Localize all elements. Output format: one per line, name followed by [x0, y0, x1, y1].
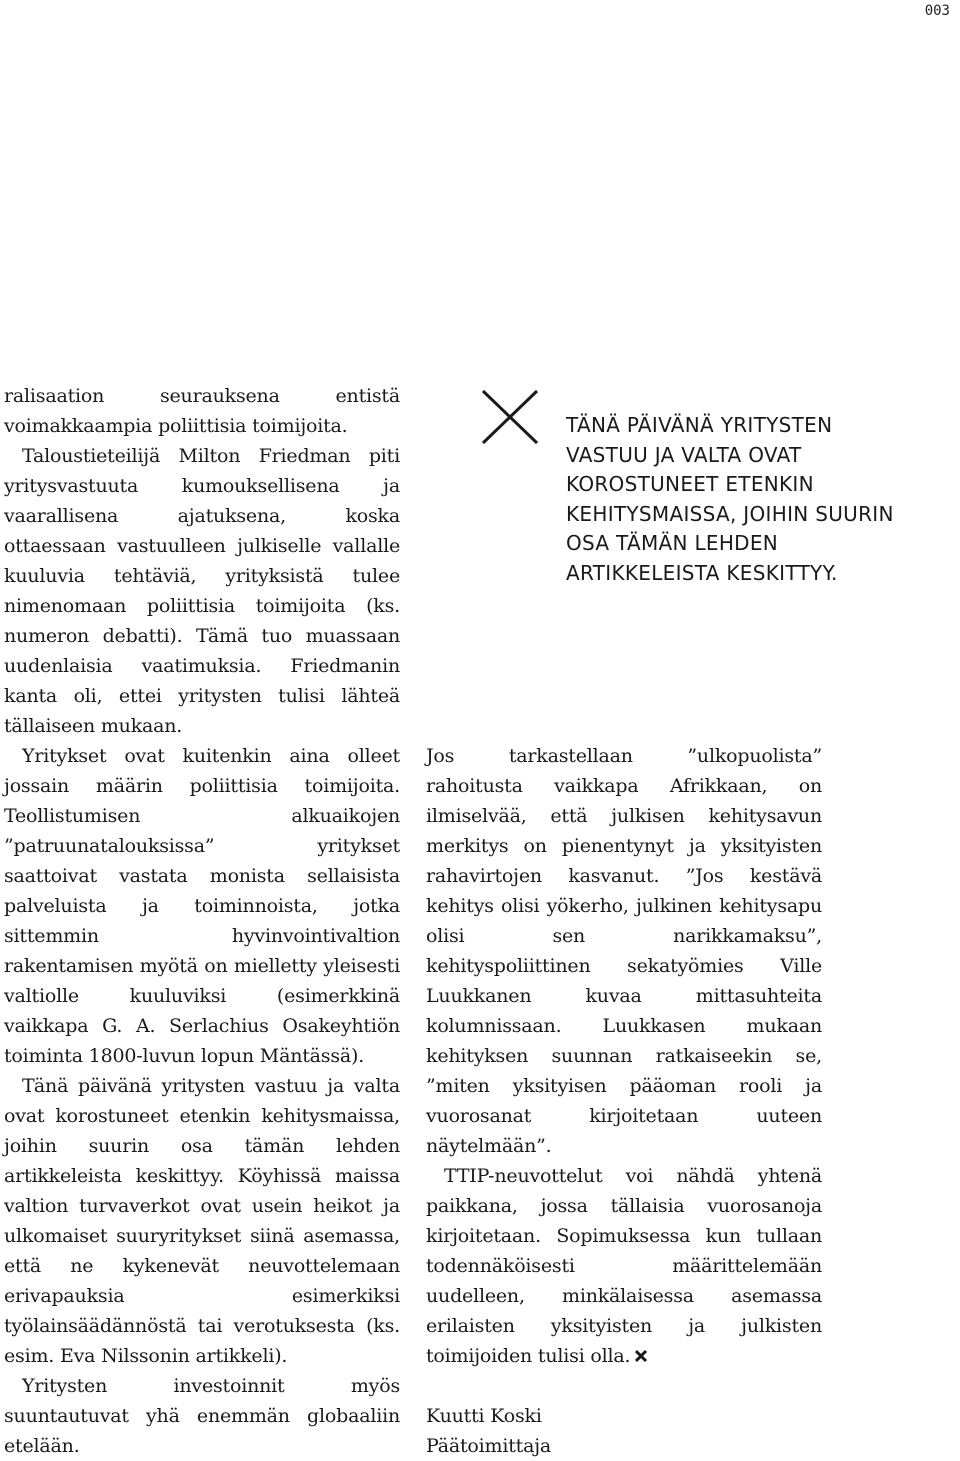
paragraph-text: TTIP-neuvottelut voi nähdä yhtenä paikkana, jossa tällaisia vuorosanoja kirjoitetaan. Sopimuksessa kun tullaan todennäköisesti määrittelemään uudelleen, minkälaisessa asemassa erilaisten yksityisten ja julkisten toimijoiden tulisi olla. [426, 1165, 822, 1367]
article-column-right [426, 741, 822, 1461]
author-title: Päätoimittaja [426, 1435, 552, 1457]
paragraph: Taloustieteilijä Milton Friedman piti yritysvastuuta kumouksellisena ja vaarallisena ajatuksena, koska ottaessaan vastuulleen julkiselle vallalle kuuluvia tehtäviä, yrityksistä tulee nimenomaan poliittisia toimijoita (ks. numeron debatti). Tämä tuo muassaan uudenlaisia vaatimuksia. Friedmanin kanta oli, ettei yritysten tulisi lähteä tällaiseen mukaan. [4, 445, 400, 737]
paragraph: Jos tarkastellaan ”ulkopuolista” rahoitusta vaikkapa Afrikkaan, on ilmiselvää, että julkisen kehitysavun merkitys on pienentynyt ja yksityisten rahavirtojen kasvanut. ”Jos kestävä kehitys olisi yökerho, julkinen kehitysapu olisi sen narikkamaksu”, kehityspoliittinen sekatyömies Ville Luukkanen kuvaa mittasuhteita kolumnissaan. Luukkasen mukaan kehityksen suunnan ratkaiseekin se, ”miten yksityisen pääoman rooli ja vuorosanat kirjoitetaan uuteen näytelmään”. [426, 745, 822, 1157]
paragraph: ralisaation seurauksena entistä voimakkaampia poliittisia toimijoita. [4, 385, 400, 437]
paragraph: Yritykset ovat kuitenkin aina olleet jossain määrin poliittisia toimijoita. Teollistumisen alkuaikojen ”patruunatalouksissa” yritykset saattoivat vastata monista sellaisista palveluista ja toiminnoista, jotka sittemmin hyvinvointivaltion rakentamisen myötä on mielletty yleisesti valtiolle kuuluviksi (esimerkkinä vaikkapa G. A. Serlachius Osakeyhtiön toiminta 1800-luvun lopun Mäntässä). [4, 745, 400, 1067]
paragraph [426, 1161, 822, 1371]
article-column-left [4, 381, 400, 1461]
paragraph: Yritysten investoinnit myös suuntautuvat yhä enemmän globaaliin etelään. [4, 1375, 400, 1457]
author-name: Kuutti Koski [426, 1405, 542, 1427]
x-mark-icon [481, 389, 539, 445]
page-number: 003 [924, 3, 950, 19]
pull-quote: TÄNÄ PÄIVÄNÄ YRITYSTEN VASTUU JA VALTA OVAT KOROSTUNEET ETENKIN KEHITYSMAISSA, JOIHIN SUURIN OSA TÄMÄN LEHDEN ARTIKKELEISTA KESKITTYY. [566, 413, 894, 585]
end-x-icon [634, 1349, 648, 1363]
paragraph: Tänä päivänä yritysten vastuu ja valta ovat korostuneet etenkin kehitysmaissa, joihin suurin osa tämän lehden artikkeleista keskittyy. Köyhissä maissa valtion turvaverkot ovat usein heikot ja ulkomaiset suuryritykset siinä asemassa, että ne kykenevät neuvottelemaan erivapauksia esimerkiksi työlainsäädännöstä tai verotuksesta (ks. esim. Eva Nilssonin artikkeli). [4, 1075, 400, 1367]
